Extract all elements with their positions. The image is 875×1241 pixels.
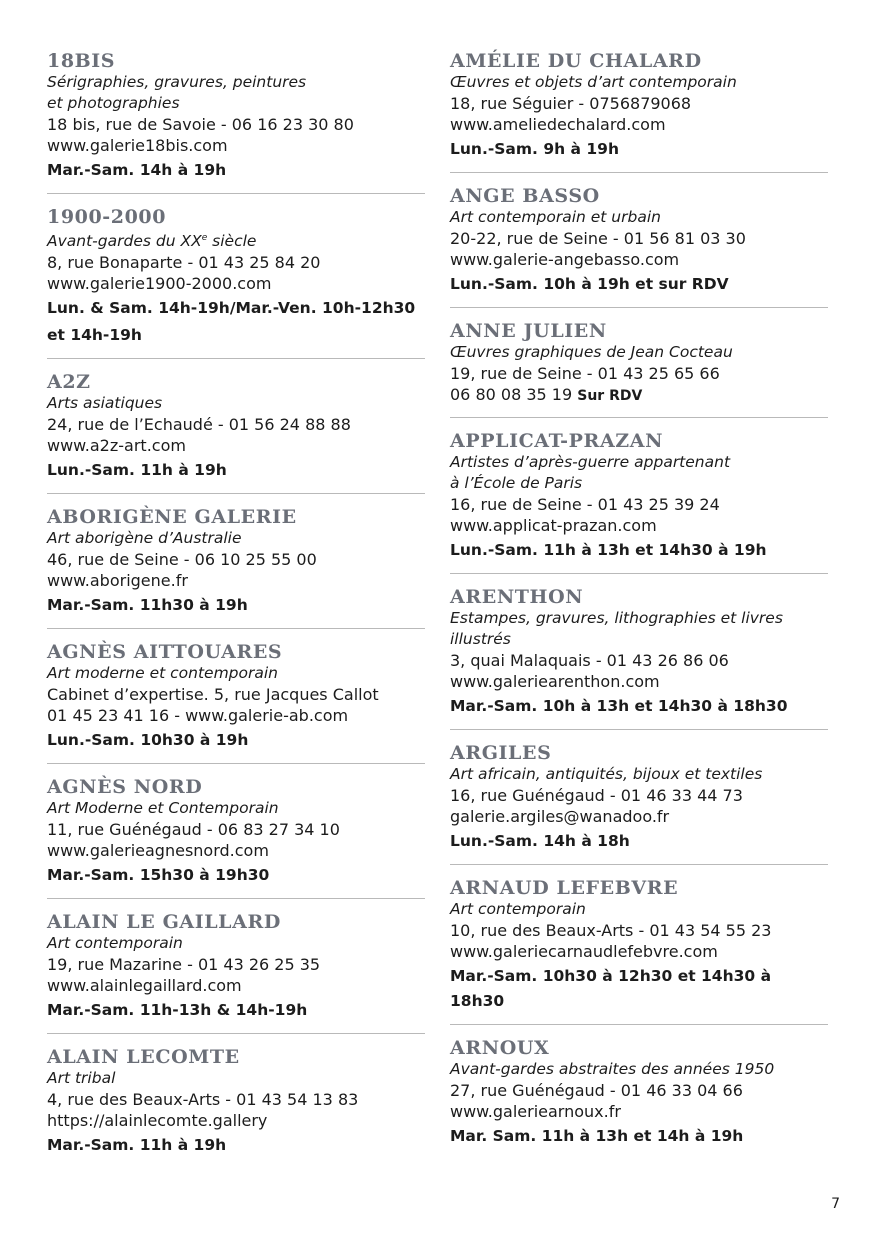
gallery-specialty: Estampes, gravures, lithographies et livres [450,609,783,627]
gallery-address: 19, rue Mazarine - 01 43 26 25 35 [47,955,321,975]
gallery-specialty: Œuvres graphiques de Jean Cocteau [450,343,733,361]
gallery-name: ANNE JULIEN [450,320,607,342]
right-column [450,50,828,1159]
gallery-name: ABORIGÈNE GALERIE [47,506,297,529]
gallery-address: 19, rue de Seine - 01 43 25 65 66 [450,364,720,383]
gallery-hours: Lun.-Sam. 11h à 19h [47,461,227,480]
gallery-website[interactable]: www.a2z-art.com [47,436,186,456]
gallery-specialty: Arts asiatiques [47,394,163,413]
gallery-entry [450,417,828,573]
gallery-website[interactable]: www.ameliedechalard.com [450,115,666,134]
gallery-website[interactable]: www.galeriearnoux.fr [450,1102,621,1121]
gallery-website[interactable]: www.alainlegaillard.com [47,976,242,996]
gallery-name: ARGILES [450,742,552,764]
gallery-entry [47,50,425,193]
gallery-hours: Mar.-Sam. 11h-13h & 14h-19h [47,1001,308,1020]
gallery-address: 46, rue de Seine - 06 10 25 55 00 [47,550,317,570]
gallery-hours: Mar.-Sam. 14h à 19h [47,161,227,179]
gallery-entry [450,307,828,417]
gallery-name: A2Z [47,371,91,394]
gallery-specialty: Sérigraphies, gravures, peintures [47,73,307,91]
gallery-hours: Lun.-Sam. 10h à 19h et sur RDV [450,275,729,293]
gallery-website[interactable]: 01 45 23 41 16 - www.galerie-ab.com [47,706,349,726]
gallery-specialty: Art contemporain et urbain [450,208,661,226]
gallery-specialty-cont: illustrés [450,630,511,648]
gallery-specialty: Art aborigène d’Australie [47,529,242,548]
gallery-website[interactable]: www.galerie18bis.com [47,136,228,155]
gallery-entry [450,1024,828,1159]
gallery-name: AGNÈS AITTOUARES [47,641,283,664]
gallery-address: 18 bis, rue de Savoie - 06 16 23 30 80 [47,115,354,134]
gallery-specialty: Avant-gardes du XXe siècle [47,232,257,251]
gallery-specialty-cont: à l’École de Paris [450,474,583,492]
gallery-name: ALAIN LE GAILLARD [47,911,281,934]
gallery-specialty: Artistes d’après-guerre appartenant [450,453,731,471]
gallery-specialty: Art africain, antiquités, bijoux et textiles [450,765,763,783]
gallery-specialty-cont: et photographies [47,94,180,112]
gallery-entry [450,50,828,172]
gallery-address: 16, rue Guénégaud - 01 46 33 44 73 [450,786,743,805]
gallery-hours: Mar.-Sam. 11h30 à 19h [47,596,248,615]
gallery-website[interactable]: www.galeriecarnaudlefebvre.com [450,942,718,961]
gallery-hours: Lun.-Sam. 14h à 18h [450,832,630,850]
gallery-specialty: Avant-gardes abstraites des années 1950 [450,1060,775,1078]
gallery-hours: Mar. Sam. 11h à 13h et 14h à 19h [450,1127,744,1145]
gallery-phone: 06 80 08 35 19 Sur RDV [450,385,643,404]
gallery-website[interactable]: www.galerieagnesnord.com [47,841,269,861]
gallery-website[interactable]: www.galerie1900-2000.com [47,274,272,294]
gallery-specialty: Art contemporain [47,934,183,953]
gallery-name: ARENTHON [450,586,584,608]
gallery-address: 16, rue de Seine - 01 43 25 39 24 [450,495,720,514]
gallery-specialty: Art contemporain [450,900,586,918]
gallery-name: AMÉLIE DU CHALARD [450,50,702,72]
gallery-address: 24, rue de l’Echaudé - 01 56 24 88 88 [47,415,351,435]
gallery-hours: Mar.-Sam. 15h30 à 19h30 [47,866,270,885]
gallery-name: APPLICAT-PRAZAN [450,430,664,452]
gallery-website[interactable]: www.galerie-angebasso.com [450,250,680,269]
gallery-name: ALAIN LECOMTE [47,1046,240,1069]
gallery-entry [47,1033,425,1168]
gallery-entry [47,763,425,898]
gallery-hours: Mar.-Sam. 11h à 19h [47,1136,227,1155]
gallery-address: 10, rue des Beaux-Arts - 01 43 54 55 23 [450,921,772,940]
gallery-specialty: Art moderne et contemporain [47,664,279,683]
gallery-address: 8, rue Bonaparte - 01 43 25 84 20 [47,253,321,273]
gallery-hours: Mar.-Sam. 10h30 à 12h30 et 14h30 à 18h30 [450,967,772,1010]
gallery-hours: Lun. & Sam. 14h-19h/Mar.-Ven. 10h-12h30 [47,299,416,318]
gallery-name: 18BIS [47,50,116,72]
gallery-specialty: Art Moderne et Contemporain [47,799,279,818]
gallery-specialty: Art tribal [47,1069,116,1088]
gallery-address: 11, rue Guénégaud - 06 83 27 34 10 [47,820,340,840]
gallery-entry [450,864,828,1024]
gallery-entry [47,193,425,358]
appointment-note: Sur RDV [577,388,643,404]
gallery-website[interactable]: https://alainlecomte.gallery [47,1111,268,1131]
page-number: 7 [831,1196,840,1212]
gallery-entry [450,172,828,307]
gallery-address: 3, quai Malaquais - 01 43 26 86 06 [450,651,729,670]
gallery-entry [47,493,425,628]
gallery-address: 20-22, rue de Seine - 01 56 81 03 30 [450,229,746,248]
gallery-name: 1900-2000 [47,206,167,228]
gallery-entry [450,729,828,864]
gallery-address: 4, rue des Beaux-Arts - 01 43 54 13 83 [47,1090,359,1110]
gallery-address: 27, rue Guénégaud - 01 46 33 04 66 [450,1081,743,1100]
gallery-name: ARNAUD LEFEBVRE [450,877,679,899]
gallery-address: Cabinet d’expertise. 5, rue Jacques Callot [47,685,379,705]
gallery-entry [450,573,828,729]
gallery-name: AGNÈS NORD [47,776,203,799]
gallery-website[interactable]: www.applicat-prazan.com [450,516,657,535]
gallery-website[interactable]: www.aborigene.fr [47,571,188,591]
gallery-specialty: Œuvres et objets d’art contemporain [450,73,737,91]
gallery-hours-cont: et 14h-19h [47,326,142,345]
gallery-entry [47,358,425,493]
gallery-address: 18, rue Séguier - 0756879068 [450,94,692,113]
gallery-hours: Mar.-Sam. 10h à 13h et 14h30 à 18h30 [450,697,788,715]
gallery-hours: Lun.-Sam. 10h30 à 19h [47,731,249,750]
gallery-website[interactable]: www.galeriearenthon.com [450,672,660,691]
gallery-entry [47,898,425,1033]
gallery-hours: Lun.-Sam. 11h à 13h et 14h30 à 19h [450,541,767,559]
gallery-name: ARNOUX [450,1037,550,1059]
gallery-name: ANGE BASSO [450,185,600,207]
gallery-email[interactable]: galerie.argiles@wanadoo.fr [450,807,670,826]
left-column [47,50,425,1168]
gallery-entry [47,628,425,763]
gallery-hours: Lun.-Sam. 9h à 19h [450,140,620,158]
